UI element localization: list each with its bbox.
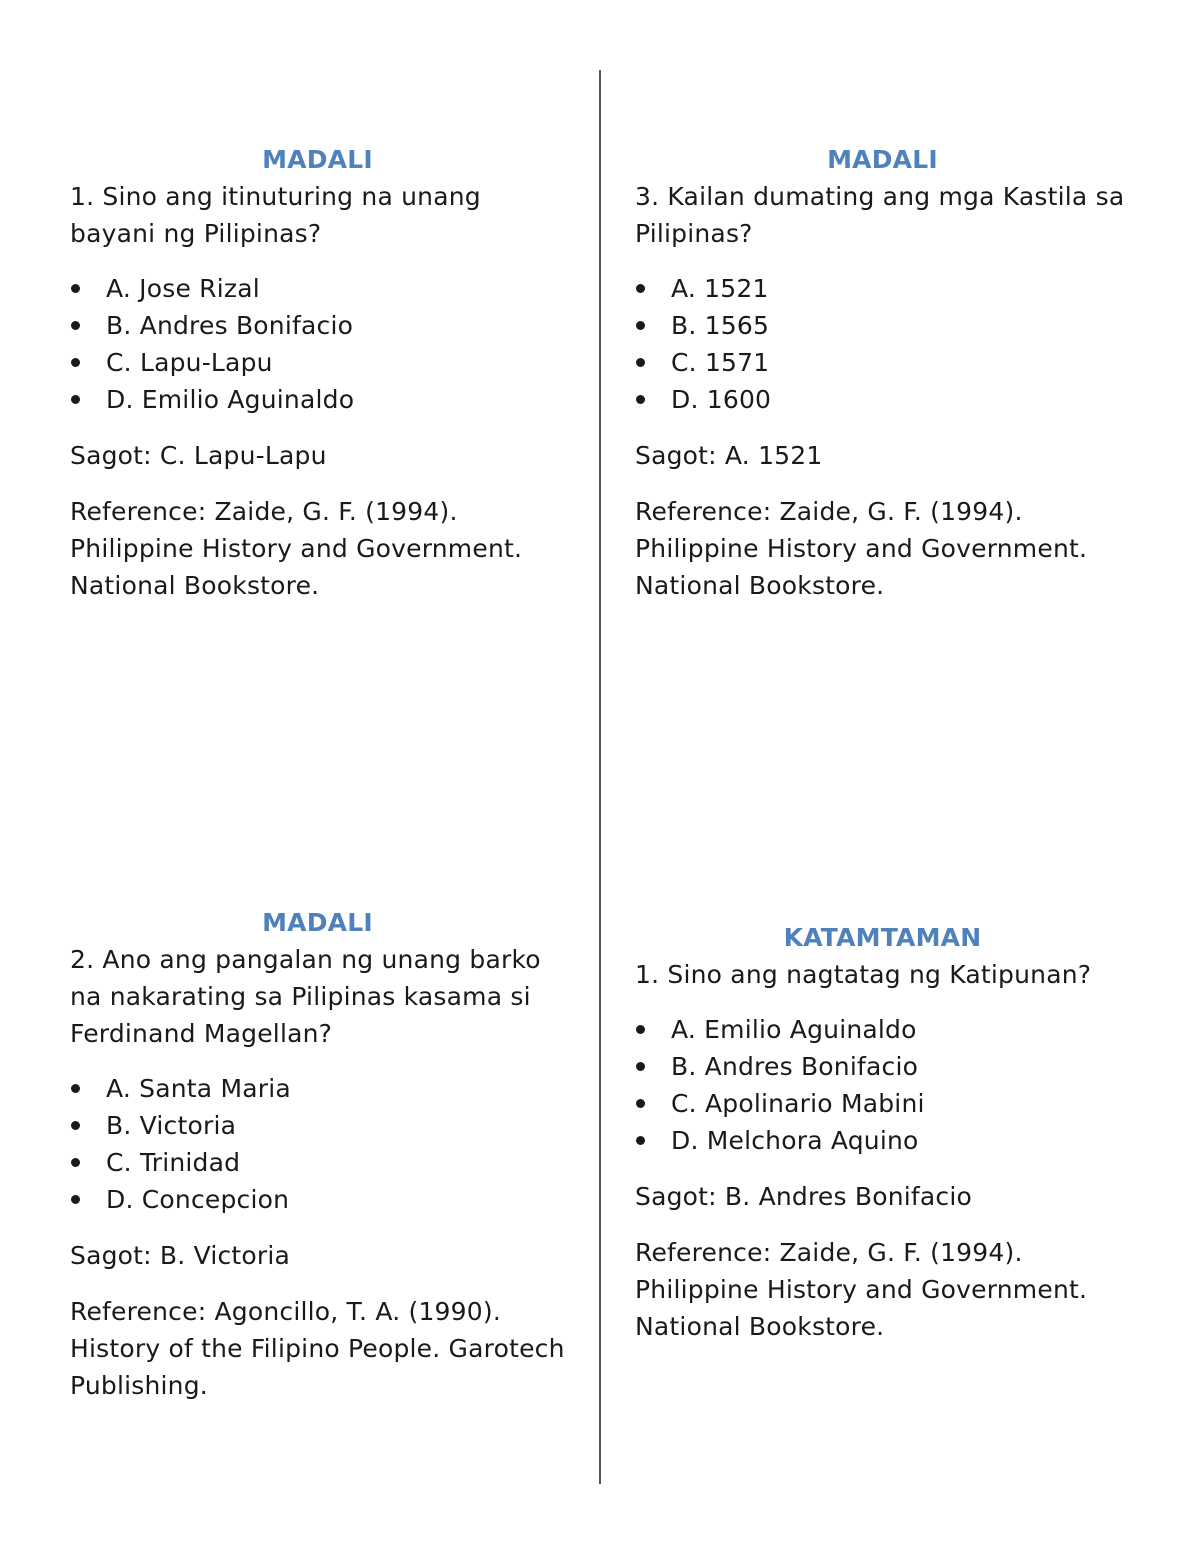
choice-label: A. Jose Rizal [106,274,260,303]
choice-item [70,344,565,381]
choice-item [70,381,565,418]
reference-text: Reference: Zaide, G. F. (1994). Philippine History and Government. National Bookstore. [635,497,1088,600]
bullet-icon [71,395,80,404]
choice-item [635,344,1130,381]
choice-label: B. 1565 [671,311,770,340]
choice-label: C. Trinidad [106,1148,241,1177]
choice-label: D. Melchora Aquino [671,1126,919,1155]
bullet-icon [636,284,645,293]
difficulty-level: MADALI [827,145,938,174]
answer-text: Sagot: A. 1521 [635,441,823,470]
choice-list [635,270,1130,418]
choice-item [635,1122,1130,1159]
bullet-icon [71,284,80,293]
bullet-icon [71,1084,80,1093]
bullet-icon [636,395,645,404]
choice-list [70,270,565,418]
choice-item [70,270,565,307]
choice-item [635,1011,1130,1048]
choice-label: B. Victoria [106,1111,237,1140]
difficulty-level: MADALI [262,145,373,174]
answer-text: Sagot: B. Andres Bonifacio [635,1182,973,1211]
choice-label: A. Santa Maria [106,1074,291,1103]
choice-label: C. 1571 [671,348,770,377]
choice-list [70,1070,565,1218]
bullet-icon [636,1136,645,1145]
reference-text: Reference: Zaide, G. F. (1994). Philippine History and Government. National Bookstore. [70,497,523,600]
choice-item [70,1144,565,1181]
choice-item [70,1107,565,1144]
choice-item [635,381,1130,418]
choice-label: C. Apolinario Mabini [671,1089,925,1118]
choice-label: D. Concepcion [106,1185,290,1214]
bullet-icon [636,358,645,367]
choice-list [635,1011,1130,1159]
bullet-icon [636,1062,645,1071]
answer-text: Sagot: B. Victoria [70,1241,291,1270]
choice-label: B. Andres Bonifacio [671,1052,919,1081]
difficulty-level: MADALI [262,908,373,937]
quiz-card [635,919,1130,1345]
choice-item [635,1048,1130,1085]
quiz-card [70,141,565,604]
bullet-icon [71,321,80,330]
quiz-card [70,904,565,1404]
question-text: 3. Kailan dumating ang mga Kastila sa Pilipinas? [635,182,1125,248]
question-text: 1. Sino ang nagtatag ng Katipunan? [635,960,1092,989]
column-divider [599,70,601,1484]
choice-item [635,307,1130,344]
choice-item [70,307,565,344]
bullet-icon [71,358,80,367]
bullet-icon [71,1121,80,1130]
choice-label: B. Andres Bonifacio [106,311,354,340]
choice-item [635,270,1130,307]
choice-item [635,1085,1130,1122]
bullet-icon [636,321,645,330]
question-text: 2. Ano ang pangalan ng unang barko na nakarating sa Pilipinas kasama si Ferdinand Magellan? [70,945,541,1048]
choice-label: C. Lapu-Lapu [106,348,273,377]
reference-text: Reference: Zaide, G. F. (1994). Philippine History and Government. National Bookstore. [635,1238,1088,1341]
bullet-icon [71,1158,80,1167]
bullet-icon [636,1099,645,1108]
choice-label: D. 1600 [671,385,772,414]
answer-text: Sagot: C. Lapu-Lapu [70,441,327,470]
choice-item [70,1070,565,1107]
difficulty-level: KATAMTAMAN [783,923,982,952]
choice-item [70,1181,565,1218]
reference-text: Reference: Agoncillo, T. A. (1990). History of the Filipino People. Garotech Publishing. [70,1297,565,1400]
bullet-icon [636,1025,645,1034]
choice-label: A. 1521 [671,274,769,303]
choice-label: A. Emilio Aguinaldo [671,1015,917,1044]
bullet-icon [71,1195,80,1204]
question-text: 1. Sino ang itinuturing na unang bayani ng Pilipinas? [70,182,481,248]
quiz-card [635,141,1130,604]
choice-label: D. Emilio Aguinaldo [106,385,355,414]
